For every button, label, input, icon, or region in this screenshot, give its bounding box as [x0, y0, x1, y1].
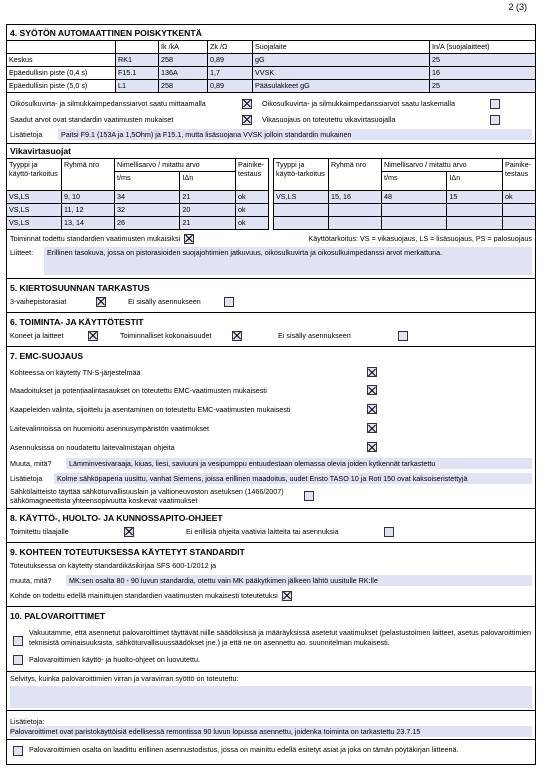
- header-button: Painike-testaus: [503, 159, 536, 191]
- button-test-field[interactable]: [503, 217, 536, 230]
- emc-compliance-row: [7, 487, 535, 505]
- table-header: [7, 159, 269, 172]
- check-label: Saadut arvot ovat standardin vaatimusten mukaiset: [10, 115, 174, 124]
- manuals-row: [7, 525, 535, 538]
- idn-field[interactable]: [447, 204, 503, 217]
- rotation-row: [7, 295, 535, 308]
- header-idn: IΔn: [447, 172, 503, 191]
- power-supply-label: Selvitys, kuinka palovaroittimien virran ja varavirran syöttö on toteutettu:: [10, 674, 239, 683]
- emc-other-field[interactable]: Lämminvesivaraaja, kiuas, liesi, saviuuni ja vesipumppu entuudestaan olemassa olevia joiden kytkennät tarkastettu: [66, 458, 532, 469]
- separate-certificate-text: Palovaroittimien osalta on laadittu erillinen asennustodistus, jossa on mainittu edellä esitetyt asiat ja joka on tämän pöytäkirjan liitteenä.: [29, 745, 459, 754]
- tms-field[interactable]: 32: [115, 204, 180, 217]
- rcd-protection-checkbox[interactable]: [490, 115, 500, 125]
- smoke-info-field[interactable]: Palovaroittimet ovat paristokäyttöisiä edellisessä remontissa 90 luvun lopussa asennettu, joidenka toiminta on tarkastettu 23.7.15: [10, 726, 532, 737]
- table-row: [7, 204, 269, 217]
- type-field[interactable]: [274, 204, 329, 217]
- device-selection-checkbox[interactable]: [367, 423, 377, 433]
- power-supply-block: [7, 671, 535, 710]
- section-10-title: 10. PALOVAROITTIMET: [10, 611, 106, 621]
- section-6-title: 6. TOIMINTA- JA KÄYTTÖTESTIT: [10, 317, 144, 327]
- check-label: Oikosulkuvirta- ja silmukkaimpedanssiarvot saatu mittaamalla: [10, 99, 206, 108]
- idn-field[interactable]: 15: [447, 191, 503, 204]
- header-tms: t/ms: [115, 172, 180, 191]
- emc-info-label: Lisätietoja: [10, 474, 43, 483]
- grounding-checkbox[interactable]: [367, 385, 377, 395]
- rcd-confirm-row: [7, 232, 535, 245]
- standards-confirm-label: Kohde on todettu edellä mainittujen standardien vaatimusten mukaisesti toteutetuksi: [10, 591, 278, 600]
- tms-field[interactable]: [382, 204, 447, 217]
- rcd-confirm-checkbox[interactable]: [184, 234, 194, 244]
- type-field[interactable]: VS,LS: [7, 191, 62, 204]
- emc-item: [7, 363, 535, 380]
- smoke-alarm-declaration: [7, 626, 535, 649]
- group-field[interactable]: 15, 16: [329, 191, 382, 204]
- emc-info-field[interactable]: Kolme sähköpaperia uusittu, vanhat Siemens, joissa erillinen maadoitus, uudet Ensto TASO 10 ja Roti 150 ovat kaksoiseristettyjä: [54, 473, 532, 484]
- machines-label: Koneet ja laitteet: [10, 331, 64, 340]
- section-6: [7, 313, 535, 347]
- device-field[interactable]: RK1: [116, 54, 159, 67]
- in-field[interactable]: 25: [430, 80, 536, 93]
- check-row: [7, 113, 535, 126]
- tms-field[interactable]: [382, 217, 447, 230]
- button-test-field[interactable]: ok: [503, 191, 536, 204]
- declaration-checkbox[interactable]: [13, 636, 23, 646]
- rcd-table-left: [7, 158, 269, 230]
- in-field[interactable]: 16: [430, 67, 536, 80]
- tms-field[interactable]: 34: [115, 191, 180, 204]
- header-type: Tyyppi ja käyttö-tarkoitus: [7, 159, 62, 191]
- header-cell: [116, 41, 159, 54]
- zk-field[interactable]: 0,89: [208, 80, 253, 93]
- ik-field[interactable]: 258: [159, 80, 208, 93]
- table-row: [274, 204, 536, 217]
- idn-field[interactable]: 21: [180, 191, 236, 204]
- functional-checkbox[interactable]: [232, 331, 242, 341]
- section-5: [7, 279, 535, 313]
- emc-item: [7, 418, 535, 437]
- emc-other-row: [7, 457, 535, 470]
- group-field[interactable]: [329, 204, 382, 217]
- declaration-text: Vakuutamme, että asennetut palovaroittimet täyttävät niille säädöksissä ja määräyksissä asetetut vaatimukset (pelastustoimen laitteet, asetus palovaroittimien teknisistä ominaisuuksista, sähköturvallisuussäädökset jne.) ja että ne on asennettu ao. suunnitelman mukaisesti.: [29, 628, 532, 647]
- button-test-field[interactable]: [503, 204, 536, 217]
- section-10: [7, 607, 535, 764]
- smoke-info-block: [7, 710, 535, 739]
- protection-field[interactable]: VVSK: [253, 67, 430, 80]
- manuals-delivered-row: [7, 651, 535, 667]
- standards-confirm-checkbox[interactable]: [282, 591, 292, 601]
- emc-item: [7, 380, 535, 399]
- idn-field[interactable]: 21: [180, 217, 236, 230]
- type-field[interactable]: VS,LS: [7, 204, 62, 217]
- calculated-checkbox[interactable]: [490, 99, 500, 109]
- standards-other-row: [7, 574, 535, 587]
- tms-field[interactable]: 26: [115, 217, 180, 230]
- power-supply-field[interactable]: [10, 686, 532, 708]
- not-included-checkbox[interactable]: [224, 297, 234, 307]
- row-label: Epäedullisin piste (0,4 s): [7, 67, 116, 80]
- standards-label: Toteutuksessa on käytetty standardikäsikirjaa SFS 600-1/2012 ja: [10, 561, 217, 570]
- section-8-title: 8. KÄYTTÖ-, HUOLTO- JA KUNNOSSAPITO-OHJEET: [10, 513, 223, 523]
- group-field[interactable]: 9, 10: [62, 191, 115, 204]
- emc-compliance-checkbox[interactable]: [304, 491, 314, 501]
- type-field[interactable]: [274, 217, 329, 230]
- header-cell: [7, 41, 116, 54]
- rcd-title: Vikavirtasuojat: [10, 146, 71, 156]
- button-test-field[interactable]: ok: [236, 217, 269, 230]
- emc-item-label: Asennuksissa on noudatettu laitevalmistajan ohjeita: [10, 442, 175, 452]
- header-cell: Ik /kA: [159, 41, 208, 54]
- cabling-checkbox[interactable]: [367, 404, 377, 414]
- header-measure: Nimellisarvo / mitattu arvo: [115, 159, 236, 172]
- section-9-title: 9. KOHTEEN TOTEUTUKSESSA KÄYTETYT STANDARDIT: [10, 547, 245, 557]
- table-header: [274, 159, 536, 172]
- header-cell: In/A (suojalaitteet): [430, 41, 536, 54]
- emc-compliance-label: Sähkölaitteisto täyttää sähköturvallisuuslain ja valtioneuvoston asetuksen (1466/2007) sähkömagneettista yhteensopivuutta koskevat vaatimukset: [10, 487, 284, 505]
- emc-item: [7, 399, 535, 418]
- delivered-checkbox[interactable]: [124, 527, 134, 537]
- page-number: 2 (3): [508, 2, 527, 12]
- table-row: [7, 54, 535, 67]
- header-group: Ryhmä nro: [329, 159, 382, 191]
- section-4-title: 4. SYÖTÖN AUTOMAATTINEN POISKYTKENTÄ: [10, 28, 202, 38]
- separate-certificate-checkbox[interactable]: [13, 746, 23, 756]
- protection-field[interactable]: Pääsulakkeet gG: [253, 80, 430, 93]
- header-tms: t/ms: [382, 172, 447, 191]
- emc-other-label: Muuta, mitä?: [10, 459, 52, 468]
- emc-item-label: Kohteessa on käytetty TN-S-järjestelmää: [10, 367, 141, 377]
- section-7-title: 7. EMC-SUOJAUS: [10, 351, 84, 361]
- device-field[interactable]: L1: [116, 80, 159, 93]
- delivered-label: Toimitettu tilaajalle: [10, 527, 69, 536]
- measured-checkbox[interactable]: [242, 99, 252, 109]
- info-row: [7, 128, 535, 141]
- functional-label: Toiminnalliset kokonaisuudet: [120, 331, 212, 340]
- section-9: [7, 543, 535, 607]
- header-cell: Zk /Ω: [208, 41, 253, 54]
- rcd-section: [7, 144, 535, 279]
- machines-checkbox[interactable]: [88, 331, 98, 341]
- manuals-delivered-text: Palovaroittimien käyttö- ja huolto-ohjeet on luovutettu.: [29, 655, 201, 664]
- group-field[interactable]: [329, 217, 382, 230]
- info-field[interactable]: Paitsi F9.1 (153A ja 1,5Ohm) ja F15.1, mutta lisäsuojana VVSK jolloin standardin mukainen: [58, 129, 532, 140]
- table-row: [274, 217, 536, 230]
- table-row: [7, 67, 535, 80]
- rcd-confirm-label: Toiminnat todettu standardien vaatimusten mukaisiksi: [10, 234, 181, 243]
- emc-info-row: [7, 472, 535, 485]
- header-group: Ryhmä nro: [62, 159, 115, 191]
- zk-field[interactable]: 0,89: [208, 54, 253, 67]
- attachments-label: Liitteet:: [10, 248, 34, 257]
- header-idn: IΔn: [180, 172, 236, 191]
- table-row: [7, 217, 269, 230]
- header-button: Painike-testaus: [236, 159, 269, 191]
- tests-row: [7, 329, 535, 342]
- separate-certificate-row: [7, 739, 535, 764]
- idn-field[interactable]: [447, 217, 503, 230]
- ik-field[interactable]: 136A: [159, 67, 208, 80]
- header-cell: Suojalaite: [253, 41, 430, 54]
- protection-field[interactable]: gG: [253, 54, 430, 67]
- not-included-label: Ei sisälly asennukseen: [128, 297, 201, 306]
- not-included-checkbox[interactable]: [398, 331, 408, 341]
- device-field[interactable]: F15.1: [116, 67, 159, 80]
- manufacturer-instructions-checkbox[interactable]: [367, 442, 377, 452]
- emc-item-label: Laitevalinnoissa on huomioitu asennusympäristön vaatimukset: [10, 423, 209, 433]
- table-row: [7, 191, 269, 204]
- info-label: Lisätietoja: [10, 130, 43, 139]
- emc-item-label: Kaapeleiden valinta, sijoittelu ja asentaminen on toteutettu EMC-vaatimusten mukaisesti: [10, 404, 291, 414]
- emc-item-label: Maadoitukset ja potentiaalintasaukset on toteutettu EMC-vaatimusten mukaisesti: [10, 385, 267, 395]
- check-label: Vikasuojaus on toteutettu vikavirtasuojalla: [262, 115, 396, 124]
- tn-s-checkbox[interactable]: [367, 367, 377, 377]
- group-field[interactable]: 11, 12: [62, 204, 115, 217]
- header-measure: Nimellisarvo / mitattu arvo: [382, 159, 503, 172]
- rcd-legend: Käyttötarkoitus: VS = vikasuojaus, LS = lisäsuojaus, PS = palosuojaus: [308, 234, 532, 243]
- ik-field[interactable]: 258: [159, 54, 208, 67]
- section-8: [7, 509, 535, 543]
- no-manuals-label: Ei erillisiä ohjeita vaativia laitteita tai asennuksia: [186, 527, 339, 536]
- table-row: [274, 191, 536, 204]
- tms-field[interactable]: 48: [382, 191, 447, 204]
- idn-field[interactable]: 20: [180, 204, 236, 217]
- standard-values-checkbox[interactable]: [242, 115, 252, 125]
- manuals-delivered-checkbox[interactable]: [13, 655, 23, 665]
- smoke-info-label: Lisätietoja:: [10, 717, 45, 726]
- attachments-field[interactable]: Erillinen tasokuva, jossa on pistorasioiden suojajohtimien jatkuvuus, oikosulkuvirta ja oikosulkuimpedanssi arvot merkattuna.: [44, 247, 532, 275]
- section-4: [7, 25, 535, 144]
- three-phase-checkbox[interactable]: [96, 297, 106, 307]
- zk-field[interactable]: 1,7: [208, 67, 253, 80]
- rcd-table-right: [273, 158, 535, 230]
- standards-other-field[interactable]: MK:sen osalta 80 - 90 luvun standardia, otettu vain MK pääkytkimen jälkeen lähtö uusitulle RK:lle: [66, 575, 532, 586]
- row-label: Epäedullisin piste (5,0 s): [7, 80, 116, 93]
- button-test-field[interactable]: ok: [236, 191, 269, 204]
- button-test-field[interactable]: ok: [236, 204, 269, 217]
- short-circuit-table: [7, 40, 535, 93]
- type-field[interactable]: VS,LS: [274, 191, 329, 204]
- table-row: [7, 80, 535, 93]
- standards-confirm-row: [7, 589, 535, 602]
- rcd-tables: [7, 158, 535, 230]
- emc-item: [7, 437, 535, 456]
- inspection-form: [6, 24, 536, 765]
- in-field[interactable]: 25: [430, 54, 536, 67]
- type-field[interactable]: VS,LS: [7, 217, 62, 230]
- rotation-label: 3-vaihepistorasiat: [10, 297, 67, 306]
- no-manuals-checkbox[interactable]: [384, 527, 394, 537]
- not-included-label: Ei sisälly asennukseen: [278, 331, 351, 340]
- standards-row: [7, 559, 535, 572]
- row-label: Keskus: [7, 54, 116, 67]
- check-row: [7, 97, 535, 110]
- group-field[interactable]: 13, 14: [62, 217, 115, 230]
- table-header: [7, 41, 535, 54]
- section-7: [7, 347, 535, 509]
- standards-other-label: muuta, mitä?: [10, 576, 52, 585]
- check-label: Oikosulkuvirta- ja silmukkaimpedanssiarvot saatu laskemalla: [262, 99, 455, 108]
- section-5-title: 5. KIERTOSUUNNAN TARKASTUS: [10, 283, 150, 293]
- attachments-row: [7, 247, 535, 275]
- header-type: Tyyppi ja käyttö-tarkoitus: [274, 159, 329, 191]
